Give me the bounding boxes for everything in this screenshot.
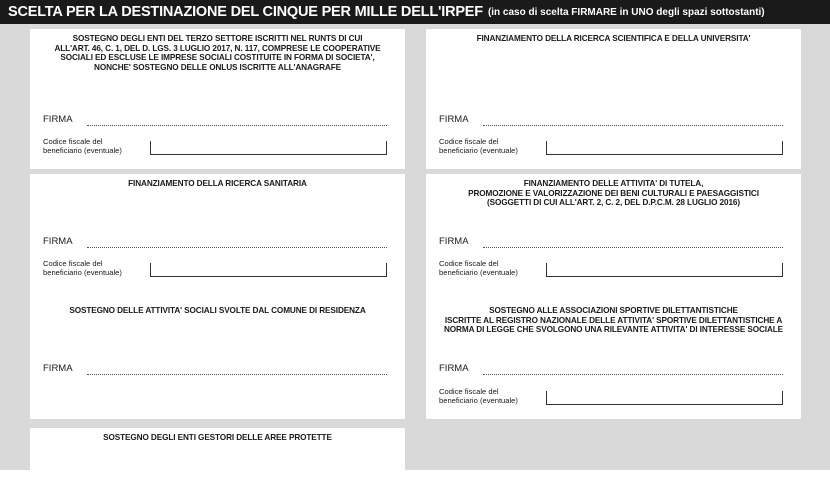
- firma-label: FIRMA: [43, 236, 73, 247]
- firma-label: FIRMA: [43, 363, 73, 374]
- cf-input[interactable]: [546, 391, 783, 405]
- cf-input[interactable]: [150, 141, 387, 155]
- firma-signature-line[interactable]: [483, 125, 783, 126]
- box-associazioni-sportive: [426, 301, 801, 419]
- box-terzo-settore: [30, 29, 405, 169]
- box-title: FINANZIAMENTO DELLA RICERCA SCIENTIFICA E DELLA UNIVERSITA': [476, 34, 751, 43]
- box-comune-residenza: [30, 301, 405, 419]
- cf-label: Codice fiscale del beneficiario (eventuale): [439, 387, 518, 405]
- box-ricerca-sanitaria: [30, 174, 405, 312]
- cf-input[interactable]: [546, 263, 783, 277]
- cf-label: Codice fiscale del beneficiario (eventuale): [439, 137, 518, 155]
- firma-signature-line[interactable]: [87, 374, 387, 375]
- firma-label: FIRMA: [43, 114, 73, 125]
- box-title: SOSTEGNO DEGLI ENTI DEL TERZO SETTORE ISCRITTI NEL RUNTS DI CUI ALL'ART. 46, C. 1, DEL D. LGS. 3 LUGLIO 2017, N. 117, COMPRESE LE COOPERATIVE SOCIALI ED ESCLUSE LE IMPRESE SOCIALI COSTITUITE IN FORMA DI SOCIETA', NONCHE' SOSTEGNO DELLE ONLUS ISCRITTE ALL'ANAGRAFE: [54, 34, 381, 72]
- firma-signature-line[interactable]: [87, 125, 387, 126]
- firma-signature-line[interactable]: [87, 247, 387, 248]
- firma-signature-line[interactable]: [483, 374, 783, 375]
- box-title: FINANZIAMENTO DELLA RICERCA SANITARIA: [128, 179, 307, 188]
- form-header: [0, 0, 830, 24]
- form-subtitle: (in caso di scelta FIRMARE in UNO degli spazi sottostanti): [487, 6, 765, 18]
- firma-label: FIRMA: [439, 236, 469, 247]
- box-title: SOSTEGNO ALLE ASSOCIAZIONI SPORTIVE DILETTANTISTICHE ISCRITTE AL REGISTRO NAZIONALE DELLE ATTIVITA' SPORTIVE DILETTANTISTICHE A NORMA DI LEGGE CHE SVOLGONO UNA RILEVANTE ATTIVITA' DI INTERESSE SOCIALE: [443, 306, 784, 335]
- cf-label: Codice fiscale del beneficiario (eventuale): [439, 259, 518, 277]
- box-aree-protette: [30, 428, 405, 488]
- box-beni-culturali: [426, 174, 801, 312]
- firma-signature-line[interactable]: [483, 247, 783, 248]
- cf-label: Codice fiscale del beneficiario (eventuale): [43, 137, 122, 155]
- box-title: FINANZIAMENTO DELLE ATTIVITA' DI TUTELA, PROMOZIONE E VALORIZZAZIONE DEI BENI CULTURALI E PAESAGGISTICI (SOGGETTI DI CUI ALL'ART. 2, C. 2, DEL D.P.C.M. 28 LUGLIO 2016): [468, 179, 759, 208]
- firma-label: FIRMA: [439, 363, 469, 374]
- form-title: SCELTA PER LA DESTINAZIONE DEL CINQUE PER MILLE DELL'IRPEF: [8, 4, 483, 20]
- cf-label: Codice fiscale del beneficiario (eventuale): [43, 259, 122, 277]
- cf-input[interactable]: [546, 141, 783, 155]
- cf-input[interactable]: [150, 263, 387, 277]
- box-title: SOSTEGNO DEGLI ENTI GESTORI DELLE AREE PROTETTE: [103, 433, 332, 442]
- choice-panel: [0, 24, 830, 470]
- box-ricerca-scientifica: [426, 29, 801, 169]
- box-title: SOSTEGNO DELLE ATTIVITA' SOCIALI SVOLTE DAL COMUNE DI RESIDENZA: [69, 306, 366, 315]
- firma-label: FIRMA: [439, 114, 469, 125]
